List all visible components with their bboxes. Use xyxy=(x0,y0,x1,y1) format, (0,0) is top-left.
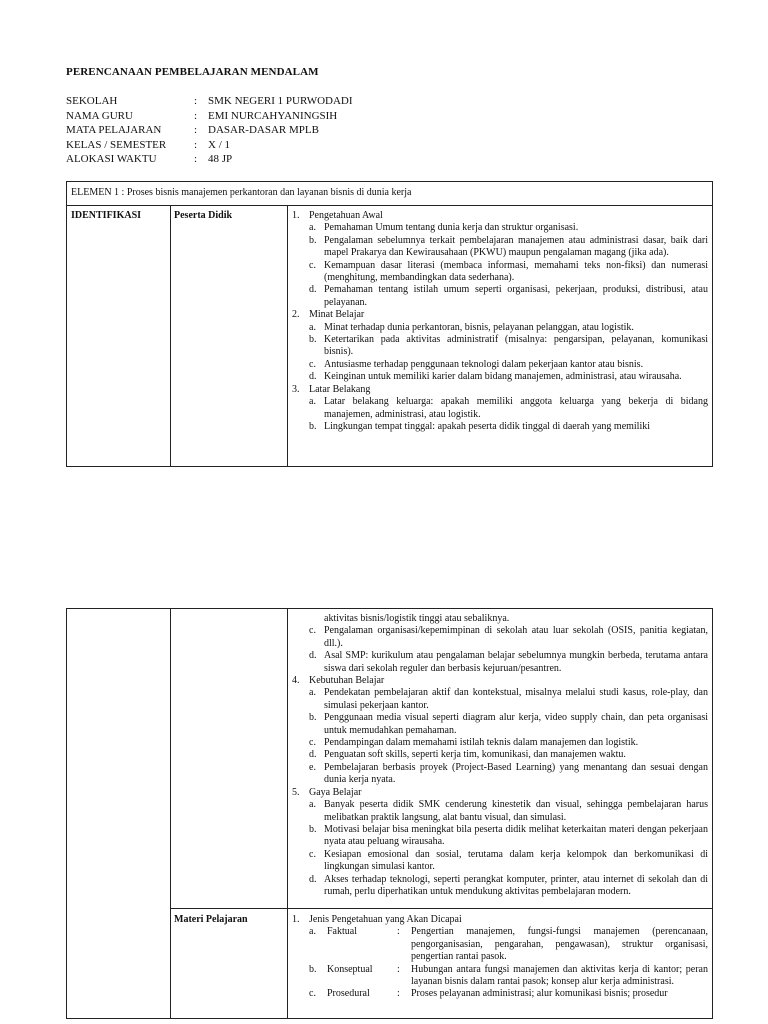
item-letter: c. xyxy=(309,988,316,1000)
item-letter: a. xyxy=(309,799,316,811)
continuation-text: aktivitas bisnis/logistik tinggi atau sebaliknya. xyxy=(324,613,510,624)
section-title: Jenis Pengetahuan yang Akan Dicapai xyxy=(309,914,462,925)
item-letter: a. xyxy=(309,396,316,408)
section-title: Gaya Belajar xyxy=(309,786,362,798)
page-title: PERENCANAAN PEMBELAJARAN MENDALAM xyxy=(66,66,319,78)
item-letter: b. xyxy=(309,963,317,975)
item-text: Pengalaman sebelumnya terkait pembelajaran manajemen atau administrasi dasar, baik dari mapel Prakarya dan Kewirausahaan (PKWU) maupun pengalaman magang (jika ada). xyxy=(324,234,708,259)
section-title: Kebutuhan Belajar xyxy=(309,675,385,687)
item-text: Penggunaan media visual seperti diagram alur kerja, video supply chain, dan peta organisasi untuk memudahkan pemahaman. xyxy=(324,712,708,736)
peserta-didik-content xyxy=(292,210,708,433)
item-text: Asal SMP: kurikulum atau pengalaman belajar sebelumnya mungkin berbeda, terutama antara siswa dari sekolah reguler dan berbasis kejuruan/pesantren. xyxy=(324,650,708,674)
item-letter: d. xyxy=(309,749,317,761)
materi-pelajaran-label: Materi Pelajaran xyxy=(174,914,248,925)
item-letter: c. xyxy=(309,625,316,637)
list-item xyxy=(292,371,708,383)
section-heading xyxy=(292,787,708,799)
item-letter: b. xyxy=(309,712,317,724)
item-text: Pengalaman organisasi/kepemimpinan di sekolah atau luar sekolah (OSIS, panitia kegiatan, dll.). xyxy=(324,625,708,649)
item-text: Pendekatan pembelajaran aktif dan kontekstual, misalnya melalui studi kasus, role-play, dan simulasi pekerjaan kantor. xyxy=(324,687,708,711)
list-item xyxy=(292,222,708,234)
info-value: DASAR-DASAR MPLB xyxy=(208,124,319,137)
item-text: Motivasi belajar bisa meningkat bila peserta didik melihat keterkaitan materi dengan pekerjaan nyata atau peluang wirausaha. xyxy=(324,823,708,848)
item-letter: b. xyxy=(309,823,317,835)
table-header: ELEMEN 1 : Proses bisnis manajemen perkantoran dan layanan bisnis di dunia kerja xyxy=(67,182,712,206)
list-item xyxy=(292,334,708,359)
term-row xyxy=(309,988,708,1000)
section-number: 1. xyxy=(292,914,300,925)
item-text: Minat terhadap dunia perkantoran, bisnis, pelayanan pelanggan, atau logistik. xyxy=(324,321,634,333)
list-item xyxy=(292,396,708,421)
info-value: X / 1 xyxy=(208,138,230,151)
list-item xyxy=(292,284,708,309)
list-item xyxy=(292,260,708,285)
item-letter: d. xyxy=(309,284,317,296)
info-separator: : xyxy=(194,109,198,122)
item-letter: d. xyxy=(309,371,317,383)
item-letter: a. xyxy=(309,321,316,333)
term-label: Prosedural xyxy=(327,988,370,1000)
list-item xyxy=(292,824,708,849)
term-label: Faktual xyxy=(327,926,357,938)
info-row xyxy=(66,138,353,153)
materi-item xyxy=(292,926,708,963)
term-separator: : xyxy=(397,988,400,1000)
term-description: Proses pelayanan administrasi; alur komunikasi bisnis; prosedur xyxy=(411,988,668,1000)
term-description: Hubungan antara fungsi manajemen dan aktivitas kerja di kantor; peran layanan bisnis dalam rantai pasok; konsep alur kerja administrasi. xyxy=(411,963,708,988)
item-text: Kesiapan emosional dan sosial, terutama dalam kerja kelompok dan berkomunikasi di lingkungan simulasi kantor. xyxy=(324,848,708,873)
list-item xyxy=(292,421,708,433)
item-letter: b. xyxy=(309,234,317,246)
info-label: NAMA GURU xyxy=(66,109,133,122)
list-item xyxy=(292,874,708,899)
materi-item xyxy=(292,964,708,989)
item-text: Ketertarikan pada aktivitas administratif (misalnya: pengarsipan, pelayanan, komunikasi bisnis). xyxy=(324,334,708,358)
info-label: MATA PELAJARAN xyxy=(66,124,162,137)
section-title: Pengetahuan Awal xyxy=(309,210,383,221)
term-label: Konseptual xyxy=(327,963,373,975)
list-item xyxy=(292,799,708,824)
list-item xyxy=(292,712,708,737)
item-text: Pemahaman Umum tentang dunia kerja dan struktur organisasi. xyxy=(324,222,579,234)
section-title: Latar Belakang xyxy=(309,383,371,395)
item-text: Antusiasme terhadap penggunaan teknologi dalam pekerjaan kantor atau bisnis. xyxy=(324,358,644,370)
info-separator: : xyxy=(194,124,198,137)
info-value: EMI NURCAHYANINGSIH xyxy=(208,109,338,122)
item-text: Latar belakang keluarga: apakah memiliki anggota keluarga yang bekerja di bidang manajemen, administrasi, atau logistik. xyxy=(324,396,708,420)
info-row xyxy=(66,94,353,109)
info-row xyxy=(66,152,353,167)
item-letter: c. xyxy=(309,358,316,370)
table-elemen-1-continued xyxy=(66,608,713,1019)
item-text: Keinginan untuk memiliki karier dalam bidang manajemen, administrasi, atau wirausaha. xyxy=(324,371,682,383)
term-separator: : xyxy=(397,926,400,938)
section-heading xyxy=(292,384,708,396)
list-item xyxy=(292,235,708,260)
info-value: SMK NEGERI 1 PURWODADI xyxy=(208,95,353,107)
info-label: KELAS / SEMESTER xyxy=(66,138,167,151)
item-letter: b. xyxy=(309,420,317,432)
item-letter: d. xyxy=(309,873,317,885)
item-text: Kemampuan dasar literasi (membaca informasi, memahami teks non-fiksi) dan numerasi (menghitung, membandingkan data sederhana). xyxy=(324,259,708,284)
term-row xyxy=(309,964,708,989)
list-item xyxy=(292,687,708,712)
section-title: Minat Belajar xyxy=(309,309,365,321)
section-number: 2. xyxy=(292,309,300,321)
item-text: Akses terhadap teknologi, seperti perangkat komputer, printer, atau internet di sekolah dan di rumah, perlu diperhatikan untuk mendukung aktivitas pembelajaran modern. xyxy=(324,873,708,897)
item-text: Pemahaman tentang istilah umum seperti organisasi, pekerjaan, produksi, distribusi, atau pelayanan. xyxy=(324,284,708,308)
item-letter: a. xyxy=(309,926,316,938)
section-number: 1. xyxy=(292,210,300,221)
list-item xyxy=(292,322,708,334)
item-letter: b. xyxy=(309,334,317,346)
info-label: ALOKASI WAKTU xyxy=(66,153,157,166)
section-number: 4. xyxy=(292,675,300,687)
list-item xyxy=(292,762,708,787)
peserta-didik-label: Peserta Didik xyxy=(174,210,233,221)
item-letter: c. xyxy=(309,737,316,749)
item-letter: c. xyxy=(309,259,316,271)
info-row xyxy=(66,123,353,138)
list-item xyxy=(292,737,708,749)
info-separator: : xyxy=(194,95,198,107)
materi-item xyxy=(292,988,708,1000)
item-text: Lingkungan tempat tinggal: apakah peserta didik tinggal di daerah yang memiliki xyxy=(324,420,651,432)
term-separator: : xyxy=(397,963,400,975)
list-item xyxy=(292,625,708,650)
item-letter: a. xyxy=(309,687,316,699)
list-item xyxy=(292,359,708,371)
info-value: 48 JP xyxy=(208,153,233,166)
info-separator: : xyxy=(194,153,198,166)
table-elemen-1 xyxy=(66,181,713,467)
section-heading xyxy=(292,309,708,321)
term-description: Pengertian manajemen, fungsi-fungsi manajemen (perencanaan, pengorganisasian, pengarahan, pengawasan), struktur organisasi, pengertian rantai pasok. xyxy=(411,926,708,963)
item-letter: a. xyxy=(309,222,316,234)
item-text: Banyak peserta didik SMK cenderung kinestetik dan visual, sehingga pembelajaran harus melibatkan praktik langsung, alat bantu visual, dan simulasi. xyxy=(324,799,708,823)
section-number: 5. xyxy=(292,786,300,798)
item-text: Pembelajaran berbasis proyek (Project-Based Learning) yang menantang dan sesuai dengan dunia kerja nyata. xyxy=(324,761,708,786)
section-heading xyxy=(292,675,708,687)
identifikasi-label: IDENTIFIKASI xyxy=(71,210,142,221)
list-item xyxy=(292,849,708,874)
peserta-didik-content-continued xyxy=(292,613,708,898)
item-letter: d. xyxy=(309,650,317,662)
info-label: SEKOLAH xyxy=(66,95,118,107)
item-text: Penguatan soft skills, seperti kerja tim, komunikasi, dan manajemen waktu. xyxy=(324,749,626,761)
info-separator: : xyxy=(194,138,198,151)
item-letter: e. xyxy=(309,761,316,773)
identity-block xyxy=(66,94,353,167)
section-number: 3. xyxy=(292,383,300,395)
info-row xyxy=(66,109,353,124)
section-heading xyxy=(292,210,708,222)
materi-heading xyxy=(292,914,708,926)
item-letter: c. xyxy=(309,848,316,860)
materi-pelajaran-content xyxy=(292,914,708,1001)
term-row xyxy=(309,926,708,963)
item-text: Pendampingan dalam memahami istilah teknis dalam manajemen dan logistik. xyxy=(324,737,639,749)
list-item xyxy=(292,650,708,675)
list-item xyxy=(292,749,708,761)
